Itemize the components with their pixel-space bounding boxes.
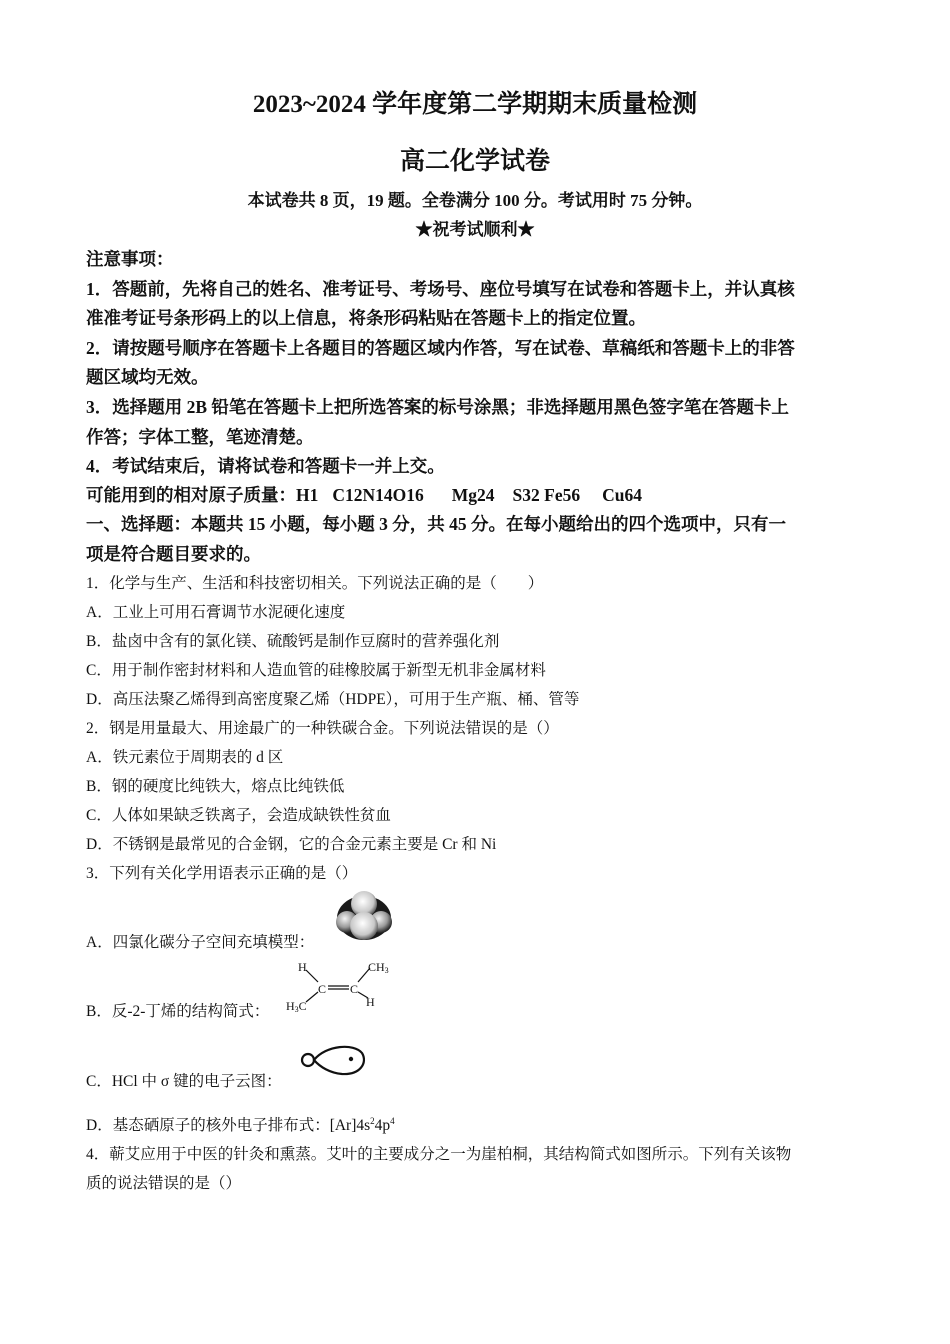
notice-line: 3．选择题用 2B 铅笔在答题卡上把所选答案的标号涂黑；非选择题用黑色签字笔在答题卡上 bbox=[86, 397, 789, 417]
superscript: 2 bbox=[370, 1115, 375, 1126]
trans-2-butene-structure bbox=[284, 956, 396, 1014]
question-1-option-c: C．用于制作密封材料和人造血管的硅橡胶属于新型无机非金属材料 bbox=[86, 662, 546, 679]
ccl4-model-image bbox=[334, 888, 394, 944]
atom-h-top-left: H bbox=[298, 960, 307, 974]
notice-line: 作答；字体工整，笔迹清楚。 bbox=[86, 427, 314, 447]
atomic-mass-value: C12N14O16 bbox=[332, 485, 424, 505]
section-heading-cont: 项是符合题目要求的。 bbox=[86, 544, 261, 564]
atomic-mass-value: Mg24 bbox=[451, 485, 495, 505]
question-1-option-a: A．工业上可用石膏调节水泥硬化速度 bbox=[86, 604, 346, 621]
superscript: 4 bbox=[390, 1115, 395, 1126]
question-2-option-a: A．铁元素位于周期表的 d 区 bbox=[86, 749, 284, 766]
atomic-mass-value: Cu64 bbox=[602, 485, 642, 505]
question-3-stem: 3．下列有关化学用语表示正确的是（） bbox=[86, 865, 358, 882]
exam-info: 本试卷共 8 页，19 题。全卷满分 100 分。考试用时 75 分钟。 bbox=[247, 191, 703, 210]
sigma-bond-cloud-diagram bbox=[298, 1041, 368, 1077]
question-3-option-b: B．反-2-丁烯的结构简式： bbox=[86, 1003, 270, 1020]
question-3-option-d-text: D．基态硒原子的核外电子排布式：[Ar]4s bbox=[86, 1117, 371, 1134]
exam-title: 2023~2024 学年度第二学期期末质量检测 bbox=[252, 91, 698, 118]
question-2-option-b: B．钢的硬度比纯铁大，熔点比纯铁低 bbox=[86, 778, 345, 795]
atom-h-bottom-right: H bbox=[366, 995, 375, 1009]
question-3-option-d bbox=[86, 1113, 395, 1135]
atomic-mass-value: S32 Fe56 bbox=[512, 485, 581, 505]
notice-heading: 注意事项： bbox=[86, 249, 174, 269]
notice-line: 1．答题前，先将自己的姓名、准考证号、考场号、座位号填写在试卷和答题卡上，并认真核 bbox=[86, 279, 795, 299]
question-1-option-d: D．高压法聚乙烯得到高密度聚乙烯（HDPE），可用于生产瓶、桶、管等 bbox=[86, 691, 580, 708]
atom-c1: C bbox=[318, 982, 327, 996]
notice-line: 4．考试结束后，请将试卷和答题卡一并上交。 bbox=[86, 456, 445, 476]
question-2-option-d: D．不锈钢是最常见的合金钢，它的合金元素主要是 Cr 和 Ni bbox=[86, 836, 497, 853]
exam-subtitle: 高二化学试卷 bbox=[399, 148, 550, 175]
section-heading: 一、选择题：本题共 15 小题，每小题 3 分，共 45 分。在每小题给出的四个选项中，只有一 bbox=[86, 514, 786, 534]
orbital-text: 4p bbox=[374, 1117, 391, 1134]
atomic-mass-value: H1 bbox=[296, 485, 319, 505]
question-1-stem: 1．化学与生产、生活和科技密切相关。下列说法正确的是（ ） bbox=[86, 575, 544, 592]
notice-line: 准准考证号条形码上的以上信息，将条形码粘贴在答题卡上的指定位置。 bbox=[86, 308, 646, 328]
question-3-option-c: C．HCl 中 σ 键的电子云图： bbox=[86, 1073, 282, 1090]
atomic-mass-label: 可能用到的相对原子质量： bbox=[86, 485, 296, 505]
question-1-option-b: B．盐卤中含有的氯化镁、硫酸钙是制作豆腐时的营养强化剂 bbox=[86, 633, 500, 650]
question-2-stem: 2．钢是用量最大、用途最广的一种铁碳合金。下列说法错误的是（） bbox=[86, 720, 559, 737]
notice-line: 题区域均无效。 bbox=[86, 367, 209, 387]
notice-line: 2．请按题号顺序在答题卡上各题目的答题区域内作答，写在试卷、草稿纸和答题卡上的非答 bbox=[86, 338, 795, 358]
exam-wish: ★祝考试顺利★ bbox=[415, 220, 535, 239]
question-3-option-a: A．四氯化碳分子空间充填模型： bbox=[86, 934, 315, 951]
question-2-option-c: C．人体如果缺乏铁离子，会造成缺铁性贫血 bbox=[86, 807, 391, 824]
atom-c2: C bbox=[350, 982, 359, 996]
atom-ch3-top-right: CH3 bbox=[368, 960, 389, 975]
atom-h3c-bottom-left: H3C bbox=[286, 999, 307, 1014]
question-4-stem: 4．蕲艾应用于中医的针灸和熏蒸。艾叶的主要成分之一为崖柏桐，其结构简式如图所示。下列有关该物 bbox=[86, 1146, 792, 1163]
atomic-mass-line bbox=[86, 482, 642, 507]
question-4-stem-cont: 质的说法错误的是（） bbox=[86, 1175, 242, 1192]
